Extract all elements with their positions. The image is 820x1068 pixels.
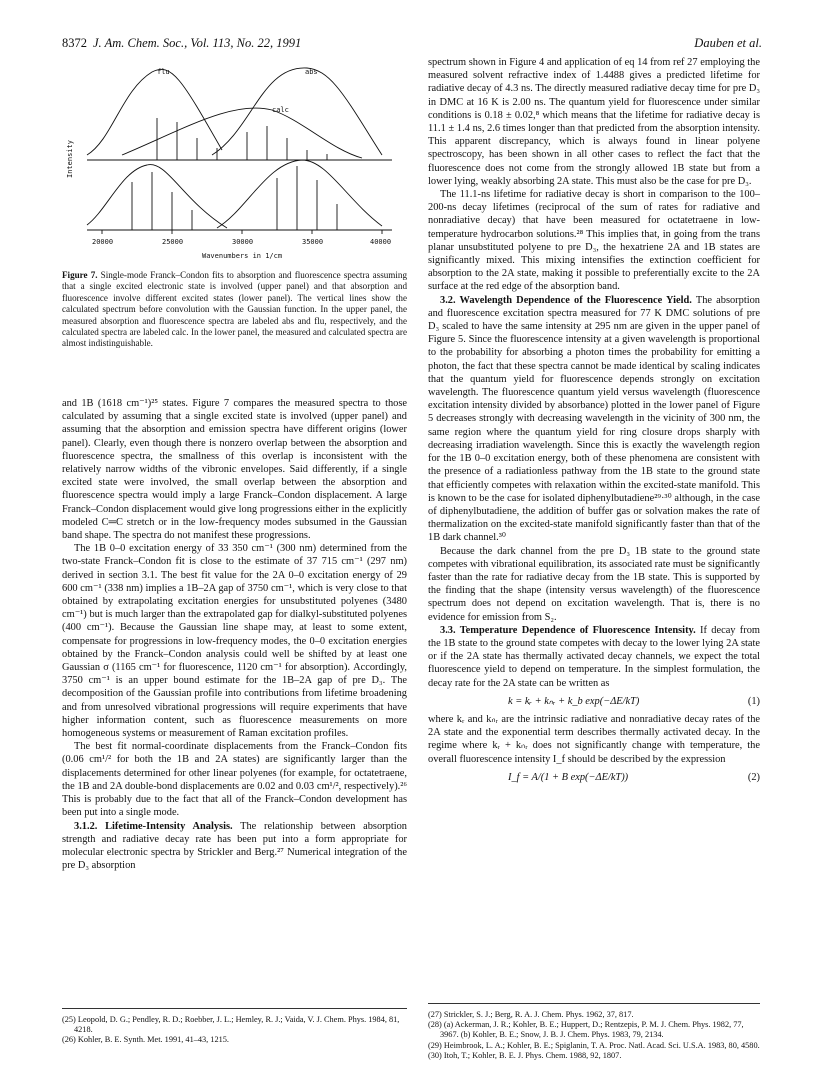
upper-abs-curve xyxy=(212,68,382,155)
figure-7-plot xyxy=(62,60,407,265)
right-paragraph-2: The 11.1-ns lifetime for radiative decay is short in comparison to the 100–200-ns decay lifetimes (reciprocal of the sum of rates for radiative and nonradiative decay) that have been measured for octatetraene in low-temperature hydrocarbon solutions.²⁸ This implies that, in going from the trans planar unsubstituted polyene to pre D₃, the hexatriene 2A and 1B states are significantly mixed. This mixing intensifies the extinction coefficient for absorption to the 2A state, making it possible to preferentially excite to the 2A surface at the red edge of the absorption band. xyxy=(428,189,760,293)
equation-2-body: I_f = A/(1 + B exp(−ΔE/kT)) xyxy=(508,771,629,783)
label-abs: abs xyxy=(305,68,318,76)
section-3-3-paragraph-2: where kᵣ and kₙᵣ are the intrinsic radiative and nonradiative decay rates of the 2A state and the exponential term describes thermally activated decay. In the regime where kᵣ + kₙᵣ does not significantly change with temperature, the overall fluorescence intensity I_f should be described by the expression xyxy=(428,713,760,765)
lower-abs-curve xyxy=(217,160,382,228)
page-number: 8372 xyxy=(62,36,87,50)
footnote-26: (26) Kohler, B. E. Synth. Met. 1991, 41–43, 1215. xyxy=(62,1035,229,1045)
right-footnotes xyxy=(428,1003,760,1061)
section-body: If decay from the 1B state to the ground state competes with decay to the lower lying 2A state or if the 2A state has thermally activated decay channels, we expect the total fluorescence yield to depend on temperature. In the simplest formulation, the decay rate for the 2A state can be written as xyxy=(428,624,760,689)
section-body: The absorption and fluorescence excitation spectra measured for 77 K DMC solutions of pre D₃ scaled to have the same intensity at 295 nm are given in the upper panel of Figure 5. Since the fluorescence intensity at a given wavelength is proportional to the probability for absorbing a photon times the probability for emitting a photon, the fact that these spectra cannot be made identical by scaling indicates that the quantum yield for fluorescence depends strongly on excitation wavelength. The fluorescence quantum yield versus wavelength (fluorescence excitation intensity divided by absorbance) plotted in the lower panel of Figure 5 decreases strongly with decreasing wavelength in the vicinity of 300 nm, the same region where the quantum yield for ring closure drops sharply with decreasing irradiation wavelength. Since this is exactly the wavelength region for the 1B 0–0 excitation energy, both of these phenomena are consistent with the presence of a radiationless pathway from the 1B state to the ground state that efficiently competes with relaxation within the excited-state manifold. This is known to be the case for isolated diphenylbutadiene²⁹·³⁰ although, in the case of diphenylbutadiene, the addition of buffer gas or solvation makes the rate of thermalization on the excited-state manifold significantly faster than that of the 1B dark channel.³⁰ xyxy=(428,294,760,544)
section-heading: 3.1.2. Lifetime-Intensity Analysis. xyxy=(74,820,233,832)
x-tick-1: 20000 xyxy=(92,238,114,246)
x-axis-label: Wavenumbers in 1/cm xyxy=(202,252,283,260)
section-heading: 3.3. Temperature Dependence of Fluorescence Intensity. xyxy=(440,624,696,636)
upper-calc-curve xyxy=(122,108,362,158)
right-paragraph-1: spectrum shown in Figure 4 and application of eq 14 from ref 27 employing the measured solvent refractive index of 1.4488 gives a predicted lifetime for radiative decay of 4.3 ns. The directly measured radiative decay time for pre D₃ in DMC at 16 K is 2.00 ns. The quantum yield for fluorescence under similar conditions is 0.18 ± 0.02,⁸ which means that the lifetime for radiative decay is 11.1 ± 1.4 ns, 2.6 times longer than that predicted from the absorption intensity. This apparent discrepancy, which is always found in linear polyene spectroscopy, has been shown in all other cases to reflect the fact that the fluorescence does not come from the strongly allowed 1B state but from a lower lying, weakly absorbing 2A state. This must also be the case for pre D₃. xyxy=(428,57,760,187)
caption-text: Single-mode Franck–Condon fits to absorption and fluorescence spectra assuming that a single excited electronic state is involved (upper panel) and that absorption and fluorescence involve different excited states (lower panel). The vertical lines show the calculated spectrum before convolution with the Gaussian function. In the upper panel, the measured absorption and fluorescence spectra are labeled abs and flu, respectively, and the calculated spectra are labeled calc. In the lower panel, the measured and calculated spectra are almost indistinguishable. xyxy=(62,270,407,349)
left-footnotes xyxy=(62,1008,407,1046)
section-body: The relationship between absorption strength and radiative decay rate has been put into a form appropriate for molecular electronic spectra by Strickler and Berg.²⁷ Numerical integration of the pre D₃ absorption xyxy=(62,820,407,872)
left-column xyxy=(62,397,407,872)
caption-label: Figure 7. xyxy=(62,270,98,280)
x-tick-3: 30000 xyxy=(232,238,254,246)
section-3-3 xyxy=(428,624,760,690)
section-3-2 xyxy=(428,294,760,545)
right-column xyxy=(428,56,760,789)
x-tick-2: 25000 xyxy=(162,238,184,246)
footnote-28: (28) (a) Ackerman, J. R.; Kohler, B. E.; Huppert, D.; Rentzepis, P. M. J. Chem. Phys. 1982, 77, 3967. (b) Kohler, B. E.; Snow, J. B. J. Chem. Phys. 1983, 79, 2134. xyxy=(428,1020,744,1040)
journal-citation: J. Am. Chem. Soc., Vol. 113, No. 22, 1991 xyxy=(93,36,302,50)
equation-1-number: (1) xyxy=(747,695,760,707)
left-paragraph-3: The best fit normal-coordinate displacements from the Franck–Condon fits (0.06 cm¹/² for both the 1B and 2A states) are significantly larger than the displacements determined for other linear polyenes (for example, for octatetraene, the 1B and 2A double-bond displacements are 0.02 and 0.03 cm¹/², respectively).²⁶ This is probably due to the fact that all of the Franck–Condon development has been put into a single mode. xyxy=(62,741,407,819)
section-3-1-2 xyxy=(62,820,407,873)
lower-flu-curve xyxy=(87,165,227,228)
equation-2 xyxy=(428,766,760,789)
x-tick-4: 35000 xyxy=(302,238,324,246)
label-calc: calc xyxy=(272,106,289,114)
footnote-27: (27) Strickler, S. J.; Berg, R. A. J. Chem. Phys. 1962, 37, 817. xyxy=(428,1010,634,1019)
running-header-author: Dauben et al. xyxy=(694,36,762,50)
label-flu: flu xyxy=(157,68,170,76)
section-heading: 3.2. Wavelength Dependence of the Fluorescence Yield. xyxy=(440,294,692,306)
equation-1-body: k = kᵣ + kₙᵣ + k_b exp(−ΔE/kT) xyxy=(508,695,640,707)
equation-2-number: (2) xyxy=(747,771,760,783)
section-3-2-paragraph-2: Because the dark channel from the pre D₃ 1B state to the ground state competes with vibrational equilibration, its associated rate must be significantly faster than the rate for radiative decay from the 1B state. This is supported by the finding that the shape (intensity versus wavelength) of the fluorescence spectrum does not depend on excitation wavelength. That is, there is no evidence for emission from S₂. xyxy=(428,545,760,623)
y-axis-label: Intensity xyxy=(66,140,74,178)
running-header-left xyxy=(62,36,301,51)
footnote-30: (30) Itoh, T.; Kohler, B. E. J. Phys. Chem. 1988, 92, 1807. xyxy=(428,1050,622,1060)
footnote-29: (29) Heimbrook, L. A.; Kohler, B. E.; Spiglanin, T. A. Proc. Natl. Acad. Sci. U.S.A. 1983, 80, 4580. xyxy=(428,1040,760,1050)
left-paragraph-2: The 1B 0–0 excitation energy of 33 350 cm⁻¹ (300 nm) determined from the two-state Franck–Condon fit is close to the estimate of 37 715 cm⁻¹ (297 nm) derived in section 3.1. The best fit value for the 2A 0–0 excitation energy of 29 600 cm⁻¹ (338 nm) implies a 1B–2A gap of 3750 cm⁻¹, which is very close to that obtained by extrapolating excitation energies for unsubstituted polyenes (3480 cm⁻¹) but is much larger than the extrapolated gap for dialkyl-substituted polyenes (400 cm⁻¹). Because the Gaussian line shape may, at least to some extent, compensate for progressions in low-frequency modes, the 0–0 excitation energies obtained by the Franck–Condon analysis could well be shifted by at least one Gaussian σ (1165 cm⁻¹ for fluorescence, 1120 cm⁻¹ for absorption). Accordingly, 3750 cm⁻¹ is an upper bound estimate for the 1B–2A gap of pre D₃. The decomposition of the Gaussian profile into contributions from lifetime broadening and from unresolved vibrational progressions will require experiments that have higher information content, such as fluorescence measurements on more homogeneous systems or measurement of Raman excitation profiles. xyxy=(62,543,407,740)
upper-flu-curve xyxy=(87,69,222,155)
x-tick-5: 40000 xyxy=(370,238,392,246)
footnote-25: (25) Leopold, D. G.; Pendley, R. D.; Roebber, J. L.; Hemley, R. J.; Vaida, V. J. Chem. Phys. 1984, 81, 4218. xyxy=(62,1015,400,1035)
left-paragraph-1: and 1B (1618 cm⁻¹)²⁵ states. Figure 7 compares the measured spectra to those calculated by assuming that a single excited state is involved (upper panel) and assuming that the absorption and emission spectra have different origins (lower panel). Clearly, even though there is nonzero overlap between the absorption and fluorescence spectra, the smallness of this overlap is inconsistent with the relatively narrow widths of the vibronic envelopes. Said differently, if a single excited state were involved, the small overlap between the absorption and fluorescence spectra would imply a large Franck–Condon displacement. A large Franck–Condon displacement would give long progressions either in the explicitly modeled C═C stretch or in the low-frequency modes subsumed in the Gaussian band shape. The spectra do not manifest these progressions. xyxy=(62,398,407,542)
equation-1 xyxy=(428,690,760,713)
figure-caption xyxy=(62,270,407,350)
